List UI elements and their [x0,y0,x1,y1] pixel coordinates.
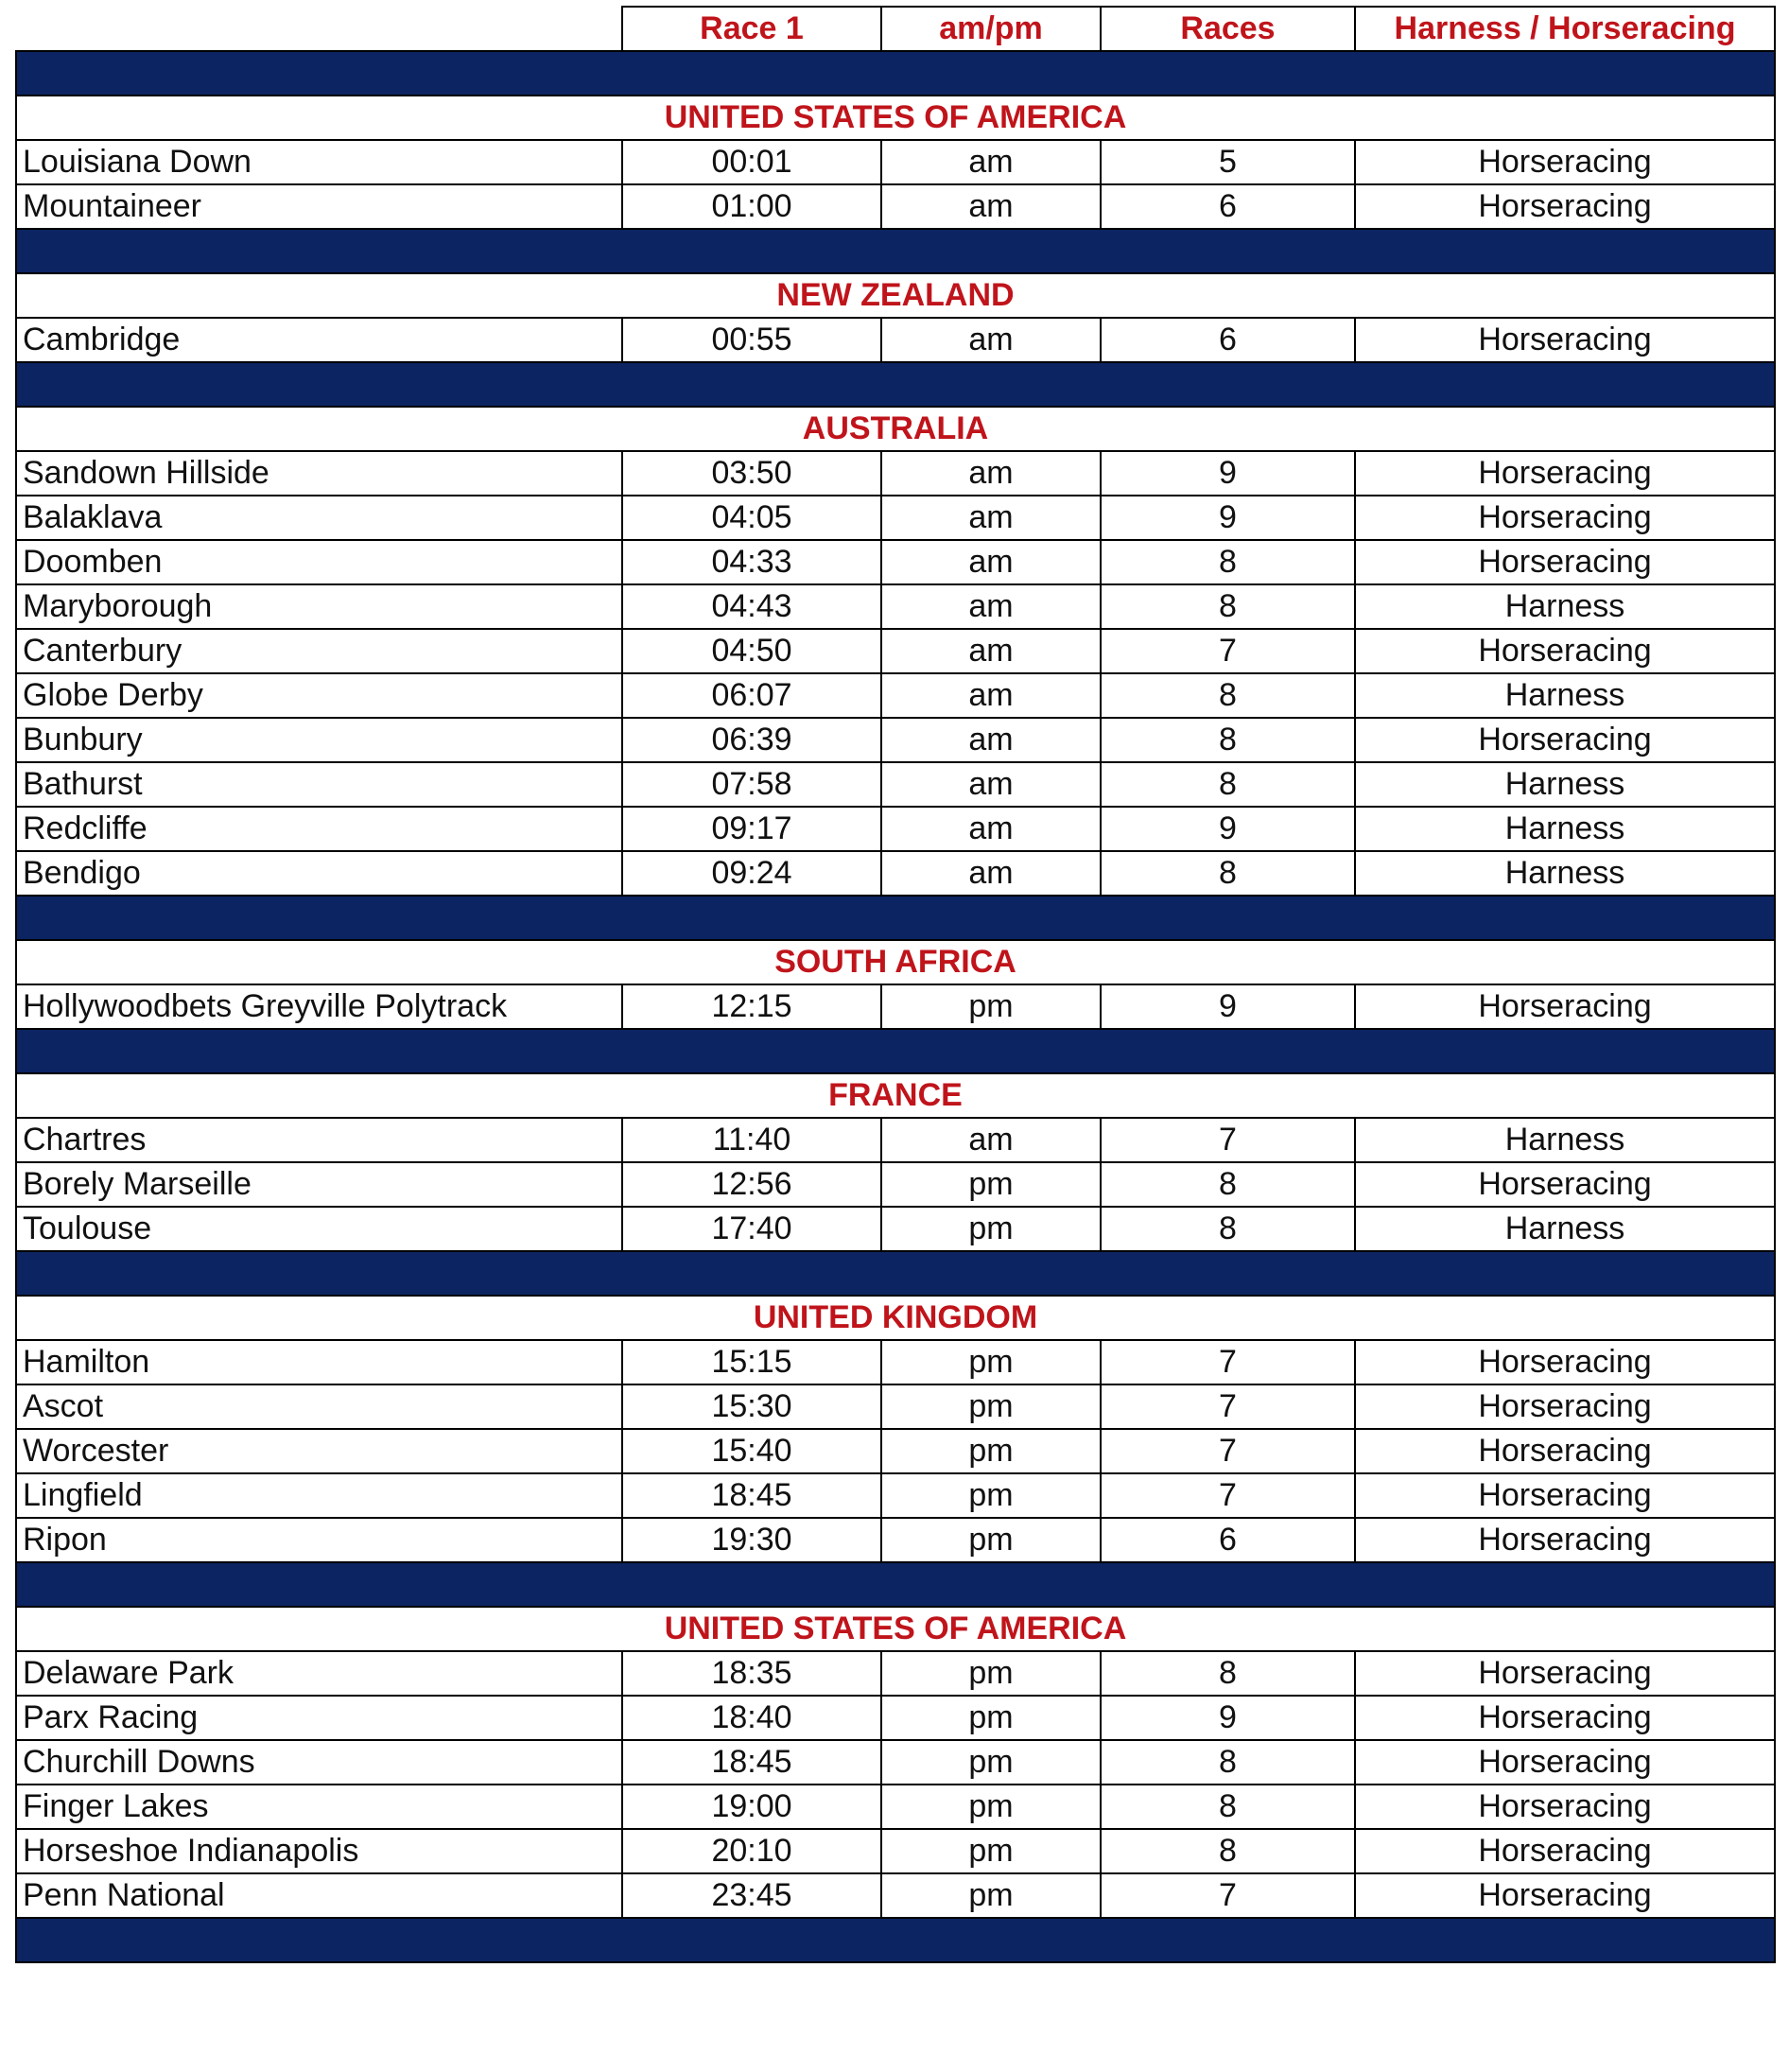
races-count-cell: 8 [1101,718,1355,762]
race1-time-cell: 15:40 [622,1429,881,1473]
country-heading-row [16,273,1775,318]
ampm-cell: am [881,496,1101,540]
table-row [16,718,1775,762]
race1-time-cell: 15:15 [622,1340,881,1384]
race-type-cell: Horseracing [1355,540,1775,584]
race-type-cell: Horseracing [1355,1829,1775,1873]
race-type-cell: Horseracing [1355,318,1775,362]
venue-cell: Bunbury [16,718,622,762]
races-count-cell: 6 [1101,318,1355,362]
table-row [16,673,1775,718]
race-schedule-body [16,7,1775,1962]
country-heading: UNITED KINGDOM [16,1296,1775,1340]
races-count-cell: 5 [1101,140,1355,184]
race1-time-cell: 04:43 [622,584,881,629]
race1-time-cell: 12:56 [622,1162,881,1207]
section-divider-cell [16,1918,1775,1962]
table-row [16,1429,1775,1473]
header-row [16,7,1775,51]
country-heading-row [16,1296,1775,1340]
race1-time-cell: 23:45 [622,1873,881,1918]
table-row [16,984,1775,1029]
table-row [16,1384,1775,1429]
races-count-cell: 7 [1101,1340,1355,1384]
race-type-cell: Horseracing [1355,1429,1775,1473]
section-divider-bar [16,896,1775,940]
races-count-cell: 8 [1101,1651,1355,1696]
venue-cell: Horseshoe Indianapolis [16,1829,622,1873]
table-row [16,1740,1775,1785]
venue-cell: Ascot [16,1384,622,1429]
races-count-cell: 9 [1101,1696,1355,1740]
section-divider-cell [16,51,1775,96]
ampm-cell: pm [881,1162,1101,1207]
race1-time-cell: 15:30 [622,1384,881,1429]
country-heading: AUSTRALIA [16,407,1775,451]
ampm-cell: am [881,1118,1101,1162]
table-row [16,1340,1775,1384]
venue-cell: Mountaineer [16,184,622,229]
races-count-cell: 8 [1101,762,1355,807]
races-count-cell: 6 [1101,1518,1355,1562]
venue-cell: Redcliffe [16,807,622,851]
section-divider-bar [16,51,1775,96]
race-type-cell: Horseracing [1355,718,1775,762]
section-divider-cell [16,1562,1775,1607]
venue-cell: Maryborough [16,584,622,629]
table-row [16,496,1775,540]
race-type-cell: Horseracing [1355,1340,1775,1384]
race1-time-cell: 17:40 [622,1207,881,1251]
ampm-cell: pm [881,1518,1101,1562]
section-divider-cell [16,896,1775,940]
venue-cell: Parx Racing [16,1696,622,1740]
races-count-cell: 9 [1101,984,1355,1029]
race1-time-cell: 04:33 [622,540,881,584]
races-count-cell: 7 [1101,1873,1355,1918]
race1-time-cell: 18:40 [622,1696,881,1740]
ampm-cell: am [881,584,1101,629]
ampm-cell: am [881,762,1101,807]
races-count-cell: 8 [1101,1740,1355,1785]
venue-cell: Chartres [16,1118,622,1162]
race-type-cell: Harness [1355,584,1775,629]
race-type-cell: Horseracing [1355,1740,1775,1785]
race-type-cell: Harness [1355,1118,1775,1162]
ampm-cell: pm [881,984,1101,1029]
venue-cell: Worcester [16,1429,622,1473]
races-count-cell: 6 [1101,184,1355,229]
race1-time-cell: 04:05 [622,496,881,540]
table-row [16,1207,1775,1251]
section-divider-bar [16,362,1775,407]
ampm-cell: am [881,451,1101,496]
country-heading: UNITED STATES OF AMERICA [16,1607,1775,1651]
table-row [16,1473,1775,1518]
race-schedule-sheet [15,6,1774,1963]
race-type-cell: Harness [1355,762,1775,807]
table-row [16,584,1775,629]
table-row [16,1829,1775,1873]
races-count-cell: 8 [1101,540,1355,584]
race-type-cell: Horseracing [1355,1162,1775,1207]
ampm-cell: am [881,184,1101,229]
country-heading: SOUTH AFRICA [16,940,1775,984]
ampm-cell: am [881,140,1101,184]
races-count-cell: 9 [1101,807,1355,851]
venue-cell: Canterbury [16,629,622,673]
race1-time-cell: 20:10 [622,1829,881,1873]
ampm-cell: pm [881,1785,1101,1829]
race-type-cell: Horseracing [1355,1473,1775,1518]
venue-cell: Bendigo [16,851,622,896]
races-count-cell: 8 [1101,584,1355,629]
venue-cell: Toulouse [16,1207,622,1251]
section-divider-bar [16,1029,1775,1073]
race-type-cell: Horseracing [1355,629,1775,673]
race1-time-cell: 06:39 [622,718,881,762]
races-count-cell: 8 [1101,673,1355,718]
ampm-cell: am [881,629,1101,673]
table-row [16,540,1775,584]
races-count-cell: 8 [1101,1785,1355,1829]
race-type-cell: Horseracing [1355,451,1775,496]
race-type-cell: Horseracing [1355,984,1775,1029]
table-row [16,762,1775,807]
venue-cell: Hollywoodbets Greyville Polytrack [16,984,622,1029]
table-row [16,140,1775,184]
ampm-cell: pm [881,1207,1101,1251]
venue-cell: Louisiana Down [16,140,622,184]
race1-time-cell: 19:30 [622,1518,881,1562]
races-count-cell: 9 [1101,451,1355,496]
races-count-cell: 7 [1101,1429,1355,1473]
header-races: Races [1101,7,1355,51]
section-divider-bar [16,229,1775,273]
race-type-cell: Horseracing [1355,184,1775,229]
race1-time-cell: 09:17 [622,807,881,851]
country-heading: NEW ZEALAND [16,273,1775,318]
section-divider-bar [16,1562,1775,1607]
venue-cell: Lingfield [16,1473,622,1518]
ampm-cell: am [881,673,1101,718]
header-race1: Race 1 [622,7,881,51]
table-row [16,629,1775,673]
race1-time-cell: 03:50 [622,451,881,496]
section-divider-cell [16,1251,1775,1296]
race1-time-cell: 07:58 [622,762,881,807]
venue-cell: Delaware Park [16,1651,622,1696]
race1-time-cell: 00:55 [622,318,881,362]
venue-cell: Sandown Hillside [16,451,622,496]
race-type-cell: Horseracing [1355,1873,1775,1918]
country-heading-row [16,407,1775,451]
races-count-cell: 7 [1101,1473,1355,1518]
races-count-cell: 9 [1101,496,1355,540]
ampm-cell: am [881,318,1101,362]
table-row [16,1651,1775,1696]
races-count-cell: 7 [1101,1118,1355,1162]
races-count-cell: 8 [1101,851,1355,896]
race1-time-cell: 01:00 [622,184,881,229]
venue-cell: Borely Marseille [16,1162,622,1207]
venue-cell: Cambridge [16,318,622,362]
race-type-cell: Harness [1355,1207,1775,1251]
country-heading-row [16,1073,1775,1118]
ampm-cell: am [881,851,1101,896]
race1-time-cell: 00:01 [622,140,881,184]
races-count-cell: 7 [1101,1384,1355,1429]
races-count-cell: 8 [1101,1829,1355,1873]
race-type-cell: Horseracing [1355,140,1775,184]
ampm-cell: pm [881,1651,1101,1696]
table-row [16,184,1775,229]
ampm-cell: pm [881,1873,1101,1918]
race-schedule-table [15,6,1776,1963]
ampm-cell: pm [881,1340,1101,1384]
table-row [16,1696,1775,1740]
race1-time-cell: 04:50 [622,629,881,673]
venue-cell: Ripon [16,1518,622,1562]
race-type-cell: Horseracing [1355,1518,1775,1562]
race1-time-cell: 18:45 [622,1473,881,1518]
ampm-cell: pm [881,1384,1101,1429]
ampm-cell: pm [881,1429,1101,1473]
race-type-cell: Harness [1355,673,1775,718]
ampm-cell: pm [881,1829,1101,1873]
ampm-cell: pm [881,1696,1101,1740]
section-divider-cell [16,362,1775,407]
header-ampm: am/pm [881,7,1101,51]
country-heading-row [16,1607,1775,1651]
table-row [16,851,1775,896]
table-row [16,451,1775,496]
country-heading-row [16,940,1775,984]
races-count-cell: 8 [1101,1207,1355,1251]
table-row [16,807,1775,851]
race-type-cell: Harness [1355,807,1775,851]
section-divider-cell [16,1029,1775,1073]
table-row [16,318,1775,362]
race-type-cell: Horseracing [1355,1785,1775,1829]
ampm-cell: am [881,807,1101,851]
country-heading-row [16,96,1775,140]
race-type-cell: Horseracing [1355,1651,1775,1696]
section-divider-bar [16,1251,1775,1296]
venue-cell: Globe Derby [16,673,622,718]
race-type-cell: Harness [1355,851,1775,896]
country-heading: FRANCE [16,1073,1775,1118]
race1-time-cell: 19:00 [622,1785,881,1829]
race1-time-cell: 06:07 [622,673,881,718]
header-venue-cell [16,7,622,51]
venue-cell: Churchill Downs [16,1740,622,1785]
country-heading: UNITED STATES OF AMERICA [16,96,1775,140]
ampm-cell: pm [881,1473,1101,1518]
race-type-cell: Horseracing [1355,1384,1775,1429]
table-row [16,1785,1775,1829]
race1-time-cell: 18:35 [622,1651,881,1696]
races-count-cell: 8 [1101,1162,1355,1207]
table-row [16,1118,1775,1162]
venue-cell: Bathurst [16,762,622,807]
venue-cell: Penn National [16,1873,622,1918]
venue-cell: Finger Lakes [16,1785,622,1829]
ampm-cell: pm [881,1740,1101,1785]
race-type-cell: Horseracing [1355,1696,1775,1740]
race-type-cell: Horseracing [1355,496,1775,540]
table-row [16,1518,1775,1562]
table-row [16,1162,1775,1207]
section-divider-cell [16,229,1775,273]
race1-time-cell: 12:15 [622,984,881,1029]
race1-time-cell: 11:40 [622,1118,881,1162]
header-type: Harness / Horseracing [1355,7,1775,51]
races-count-cell: 7 [1101,629,1355,673]
race1-time-cell: 09:24 [622,851,881,896]
section-divider-bar [16,1918,1775,1962]
venue-cell: Hamilton [16,1340,622,1384]
ampm-cell: am [881,718,1101,762]
table-row [16,1873,1775,1918]
ampm-cell: am [881,540,1101,584]
venue-cell: Balaklava [16,496,622,540]
race1-time-cell: 18:45 [622,1740,881,1785]
venue-cell: Doomben [16,540,622,584]
